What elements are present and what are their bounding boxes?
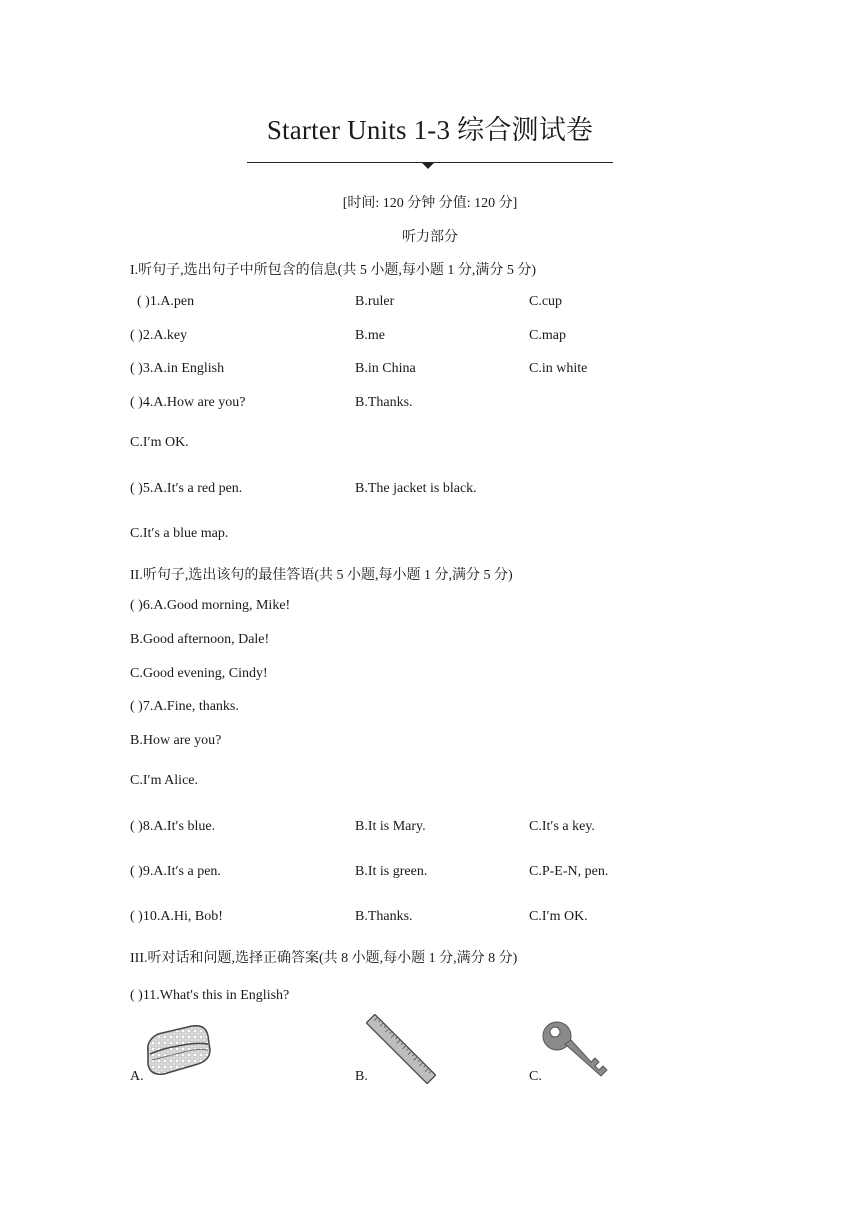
q11-option-c-label: C. xyxy=(529,1069,542,1084)
q1-option-c: C.cup xyxy=(529,294,563,309)
q6-option-a: ( )6.A.Good morning, Mike! xyxy=(130,598,291,613)
q11-option-a-label: A. xyxy=(130,1069,144,1084)
q6-option-c: C.Good evening, Cindy! xyxy=(130,666,268,681)
pencil-case-icon xyxy=(144,1022,212,1080)
q2-option-a: ( )2.A.key xyxy=(130,328,188,343)
q3-option-a: ( )3.A.in English xyxy=(130,361,225,376)
q8-option-a: ( )8.A.It′s blue. xyxy=(130,819,216,834)
q9-option-c: C.P-E-N, pen. xyxy=(529,864,609,879)
section-2-heading: II.听句子,选出该句的最佳答语(共 5 小题,每小题 1 分,满分 5 分) xyxy=(130,568,513,583)
q11-option-b-label: B. xyxy=(355,1069,368,1084)
section-1-heading: I.听句子,选出句子中所包含的信息(共 5 小题,每小题 1 分,满分 5 分) xyxy=(130,263,536,278)
q4-option-b: B.Thanks. xyxy=(355,395,413,410)
q4-option-a: ( )4.A.How are you? xyxy=(130,395,246,410)
q3-option-b: B.in China xyxy=(355,361,416,376)
q1-option-b: B.ruler xyxy=(355,294,395,309)
q4-option-c: C.I′m OK. xyxy=(130,435,189,450)
q7-option-a: ( )7.A.Fine, thanks. xyxy=(130,699,239,714)
q6-option-b: B.Good afternoon, Dale! xyxy=(130,632,270,647)
q5-option-b: B.The jacket is black. xyxy=(355,481,477,496)
q10-option-c: C.I′m OK. xyxy=(529,909,588,924)
q9-option-a: ( )9.A.It′s a pen. xyxy=(130,864,221,879)
q11-question: ( )11.What′s this in English? xyxy=(130,988,290,1003)
q5-option-c: C.It′s a blue map. xyxy=(130,526,229,541)
key-icon xyxy=(541,1020,613,1084)
q3-option-c: C.in white xyxy=(529,361,588,376)
q10-option-b: B.Thanks. xyxy=(355,909,413,924)
q9-option-b: B.It is green. xyxy=(355,864,428,879)
q8-option-b: B.It is Mary. xyxy=(355,819,426,834)
q7-option-b: B.How are you? xyxy=(130,733,222,748)
page-title: Starter Units 1-3 综合测试卷 xyxy=(266,115,594,145)
q2-option-c: C.map xyxy=(529,328,566,343)
ruler-icon xyxy=(366,1014,436,1084)
part-heading: 听力部分 xyxy=(402,230,458,245)
exam-meta: [时间: 120 分钟 分值: 120 分] xyxy=(342,196,518,211)
q5-option-a: ( )5.A.It′s a red pen. xyxy=(130,481,243,496)
section-3-heading: III.听对话和问题,选择正确答案(共 8 小题,每小题 1 分,满分 8 分) xyxy=(130,951,518,966)
q2-option-b: B.me xyxy=(355,328,385,343)
q8-option-c: C.It′s a key. xyxy=(529,819,595,834)
q1-option-a: ( )1.A.pen xyxy=(137,294,195,309)
q7-option-c: C.I′m Alice. xyxy=(130,773,198,788)
q10-option-a: ( )10.A.Hi, Bob! xyxy=(130,909,223,924)
